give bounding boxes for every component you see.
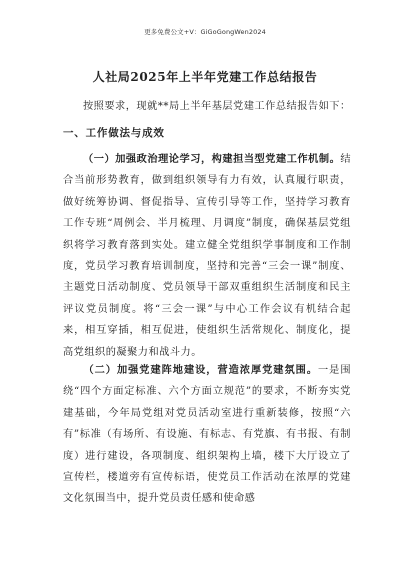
subsection-2-heading: （二）加强党建阵地建设，营造浓厚党建氛围。 [83, 364, 318, 376]
subsection-1-heading: （一）加强政治理论学习，构建担当型党建工作机制。 [83, 153, 341, 165]
subsection-1-body: 结合当前形势教育，做到组织领导有力有效，认真履行职责，做好统筹协调、督促指导、宣传引导等工作，坚持学习教育工作专班“周例会、半月梳理、月调度”制度，确保基层党组织将学习教育落到实处。建立健全党组织学事制度和工作制度，党员学习教育培训制度，坚持和完善“三会一课”制度、主题党日活动制度、党员领导干部双重组织生活制度和民主评议党员制度。将“三会一课”与中心工作会议有机结合起来，相互穿插，相互促进，使组织生活常规化、制度化，提高党组织的凝聚力和战斗力。 [63, 154, 351, 358]
subsection-2-paragraph [63, 360, 351, 510]
subsection-2-body: 一是围绕“四个方面定标准、六个方面立规范”的要求，不断夯实党建基础，今年局党组对党员活动室进行重新装修，按照“六有”标准（有场所、有设施、有标志、有党旗、有书报、有制度）进行建设，各项制度、组织架构上墙，楼下大厅设立了宣传栏，楼道旁有宣传标语，使党员工作活动在浓厚的党建文化氛围当中，提升党员责任感和使命感 [63, 365, 352, 505]
header-note: 更多免费公文+V：GiGoGongWen2024 [144, 28, 266, 36]
section-heading: 一、工作做法与成效 [63, 127, 165, 139]
document-title: 人社局2025年上半年党建工作总结报告 [92, 70, 318, 84]
subsection-1-paragraph [63, 149, 351, 363]
intro-paragraph: 按照要求，现就**局上半年基层党建工作总结报告如下： [83, 101, 351, 112]
